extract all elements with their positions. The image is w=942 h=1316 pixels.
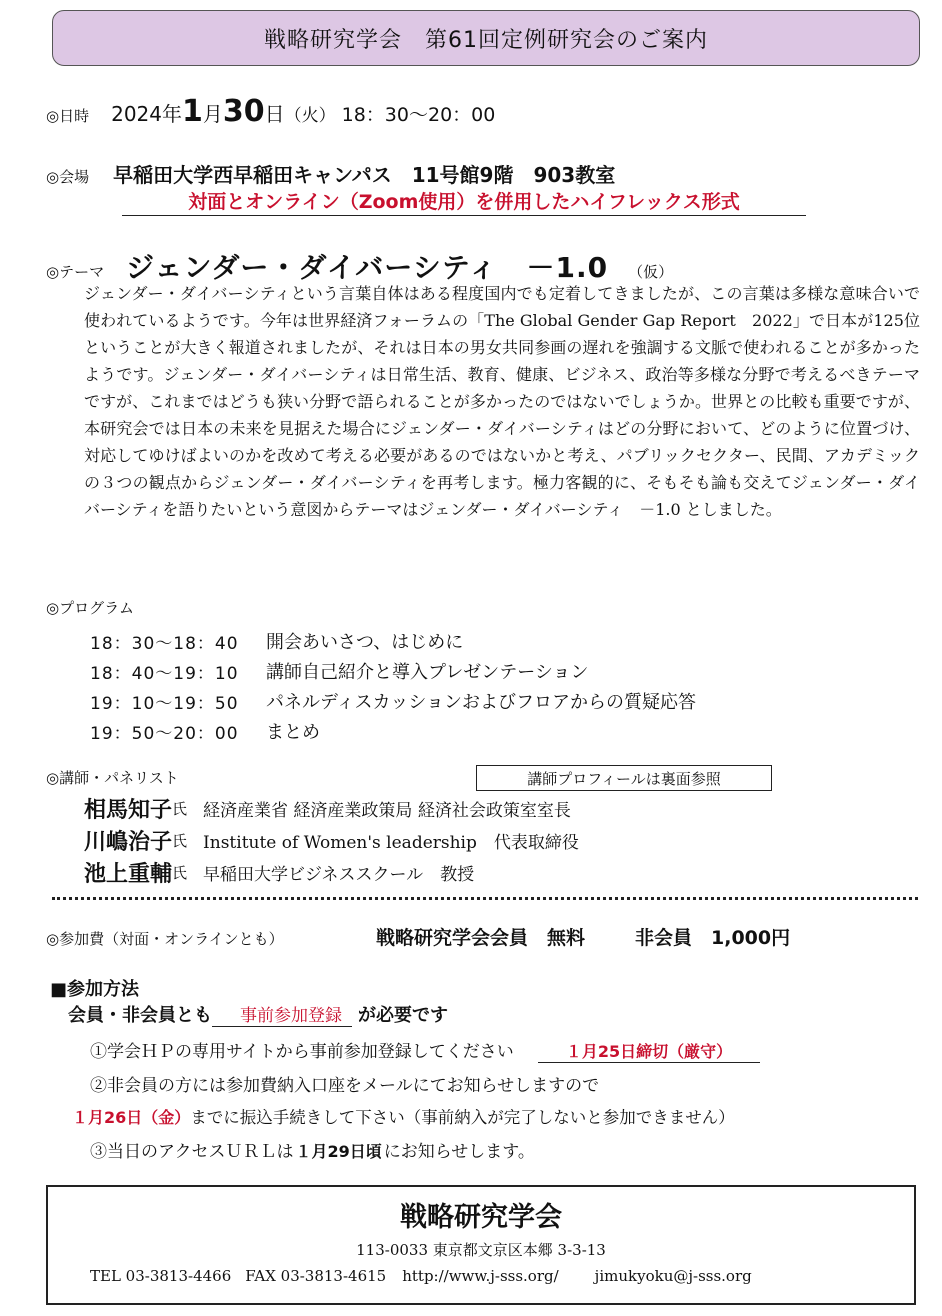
method-intro xyxy=(68,1001,448,1027)
program-label: ◎プログラム xyxy=(46,599,134,617)
theme-description-text: ジェンダー・ダイバーシティという言葉自体はある程度国内でも定着してきましたが、この言葉は多様な意味合いで使われているようです。今年は世界経済フォーラムの「The Global Gender Gap Report 2022」で日本が125位ということが大きく報道されましたが、それは日本の男女共同参画の遅れを強調する文脈で使われることが多かったようです。ジェンダー・ダイバーシティは日常生活、教育、健康、ビジネス、政治等多様な分野で考えるべきテーマですが、これまではどうも狭い分野で語られることが多かったのではないでしょうか。世界との比較も重要ですが、本研究会では日本の未来を見据えた場合にジェンダー・ダイバーシティはどの分野において、どのように位置づけ、対応してゆけばよいのかを改めて考える必要があるのではないかと考え、パブリックセクター、民間、アカデミックの３つの観点からジェンダー・ダイバーシティを再考します。極力客観的に、そもそも論も交えてジェンダー・ダイバーシティを語りたいという意図からテーマはジェンダー・ダイバーシティ －1.0 としました。 xyxy=(84,284,920,519)
fee-member: 戦略研究学会会員 無料 xyxy=(376,927,586,949)
theme-title: ジェンダー・ダイバーシティ －1.0 xyxy=(126,251,609,284)
speaker-row xyxy=(84,824,579,856)
fee-row xyxy=(46,923,790,950)
method-intro-post: が必要です xyxy=(358,1005,448,1026)
datetime-weekday: （火） xyxy=(284,106,336,126)
venue-format-note: 対面とオンライン（Zoom使用）を併用したハイフレックス形式 xyxy=(188,191,740,213)
event-title: 戦略研究学会 第61回定例研究会のご案内 xyxy=(264,27,708,53)
program-item-desc: まとめ xyxy=(266,722,320,743)
footer-address: 113-0033 東京都文京区本郷 3-3-13 xyxy=(356,1241,606,1259)
program-item-desc: 講師自己紹介と導入プレゼンテーション xyxy=(266,662,589,683)
venue-row xyxy=(46,159,615,188)
speaker-affiliation: Institute of Women's leadership 代表取締役 xyxy=(203,832,579,853)
theme-label: ◎テーマ xyxy=(46,263,105,281)
datetime-year: 2024年 xyxy=(111,102,182,126)
venue-format-line xyxy=(122,187,806,216)
speaker-row xyxy=(84,792,579,824)
datetime-day: 30 xyxy=(222,94,265,129)
method-intro-pre: 会員・非会員とも xyxy=(68,1005,212,1026)
venue-place: 早稲田大学西早稲田キャンパス 11号館9階 903教室 xyxy=(113,163,616,187)
program-item-time: 19：50〜20：00 xyxy=(90,723,239,744)
speaker-honorific: 氏 xyxy=(172,863,188,882)
datetime-month: 1 xyxy=(182,94,203,129)
program-list xyxy=(90,626,696,746)
venue-label: ◎会場 xyxy=(46,168,90,186)
speaker-row xyxy=(84,856,579,888)
program-item-time: 19：10〜19：50 xyxy=(90,693,239,714)
speaker-name: 相馬知子 xyxy=(84,797,173,823)
theme-tentative: （仮） xyxy=(628,263,674,281)
profile-note-box xyxy=(476,765,772,791)
method-step-2-rest: までに振込手続きして下さい（事前納入が完了しないと参加できません） xyxy=(190,1108,735,1127)
footer-email[interactable]: jimukyoku@j-sss.org xyxy=(594,1267,752,1285)
footer-fax: FAX 03-3813-4615 xyxy=(245,1267,387,1285)
datetime-label: ◎日時 xyxy=(46,107,90,125)
program-item xyxy=(90,686,696,716)
speaker-name: 川嶋治子 xyxy=(84,829,173,855)
section-divider xyxy=(52,897,918,900)
speaker-honorific: 氏 xyxy=(172,831,188,850)
method-step-1-text: ①学会ＨＰの専用サイトから事前参加登録してください xyxy=(90,1042,514,1062)
organization-footer xyxy=(46,1185,916,1305)
method-step-2: ②非会員の方には参加費納入口座をメールにてお知らせしますので xyxy=(90,1076,600,1096)
method-step-3 xyxy=(90,1137,535,1162)
method-step-1-deadline: １月25日締切（厳守） xyxy=(538,1039,760,1063)
method-step-3-pre: ③当日のアクセスＵＲＬは xyxy=(90,1142,294,1162)
program-item-time: 18：40〜19：10 xyxy=(90,663,239,684)
method-step-3-post: にお知らせします。 xyxy=(383,1142,535,1162)
speaker-honorific: 氏 xyxy=(172,799,188,818)
footer-contacts xyxy=(90,1267,752,1285)
profile-note: 講師プロフィールは裏面参照 xyxy=(527,769,721,788)
footer-url-link[interactable]: http://www.j-sss.org/ xyxy=(402,1267,559,1285)
method-intro-highlight: 事前参加登録 xyxy=(212,1001,352,1027)
fee-label: ◎参加費（対面・オンラインとも） xyxy=(46,930,284,948)
theme-description xyxy=(84,280,920,523)
event-title-banner xyxy=(52,10,920,66)
datetime-time: 18：30〜20：00 xyxy=(341,104,496,126)
program-item-desc: パネルディスカッションおよびフロアからの質疑応答 xyxy=(266,692,697,713)
footer-tel: TEL 03-3813-4466 xyxy=(90,1267,232,1285)
speaker-affiliation: 早稲田大学ビジネススクール 教授 xyxy=(203,864,475,885)
speakers-label: ◎講師・パネリスト xyxy=(46,769,179,787)
datetime-day-unit: 日 xyxy=(264,102,285,126)
program-item xyxy=(90,656,696,686)
fee-nonmember: 非会員 1,000円 xyxy=(635,927,791,949)
speaker-list xyxy=(84,792,579,888)
method-step-2-date: １月26日（金） xyxy=(72,1108,191,1127)
program-item-desc: 開会あいさつ、はじめに xyxy=(266,632,464,653)
program-item xyxy=(90,626,696,656)
method-heading: ■参加方法 xyxy=(50,979,140,1000)
speaker-affiliation: 経済産業省 経済産業政策局 経済社会政策室室長 xyxy=(203,800,571,821)
speaker-name: 池上重輔 xyxy=(84,861,173,887)
method-step-3-date: １月29日頃 xyxy=(295,1142,382,1161)
datetime-row xyxy=(46,94,495,129)
program-item xyxy=(90,716,696,746)
datetime-month-unit: 月 xyxy=(202,102,223,126)
method-step-2-cont xyxy=(72,1104,735,1128)
footer-org: 戦略研究学会 xyxy=(400,1202,562,1233)
method-step-1 xyxy=(90,1037,760,1063)
program-item-time: 18：30〜18：40 xyxy=(90,633,239,654)
